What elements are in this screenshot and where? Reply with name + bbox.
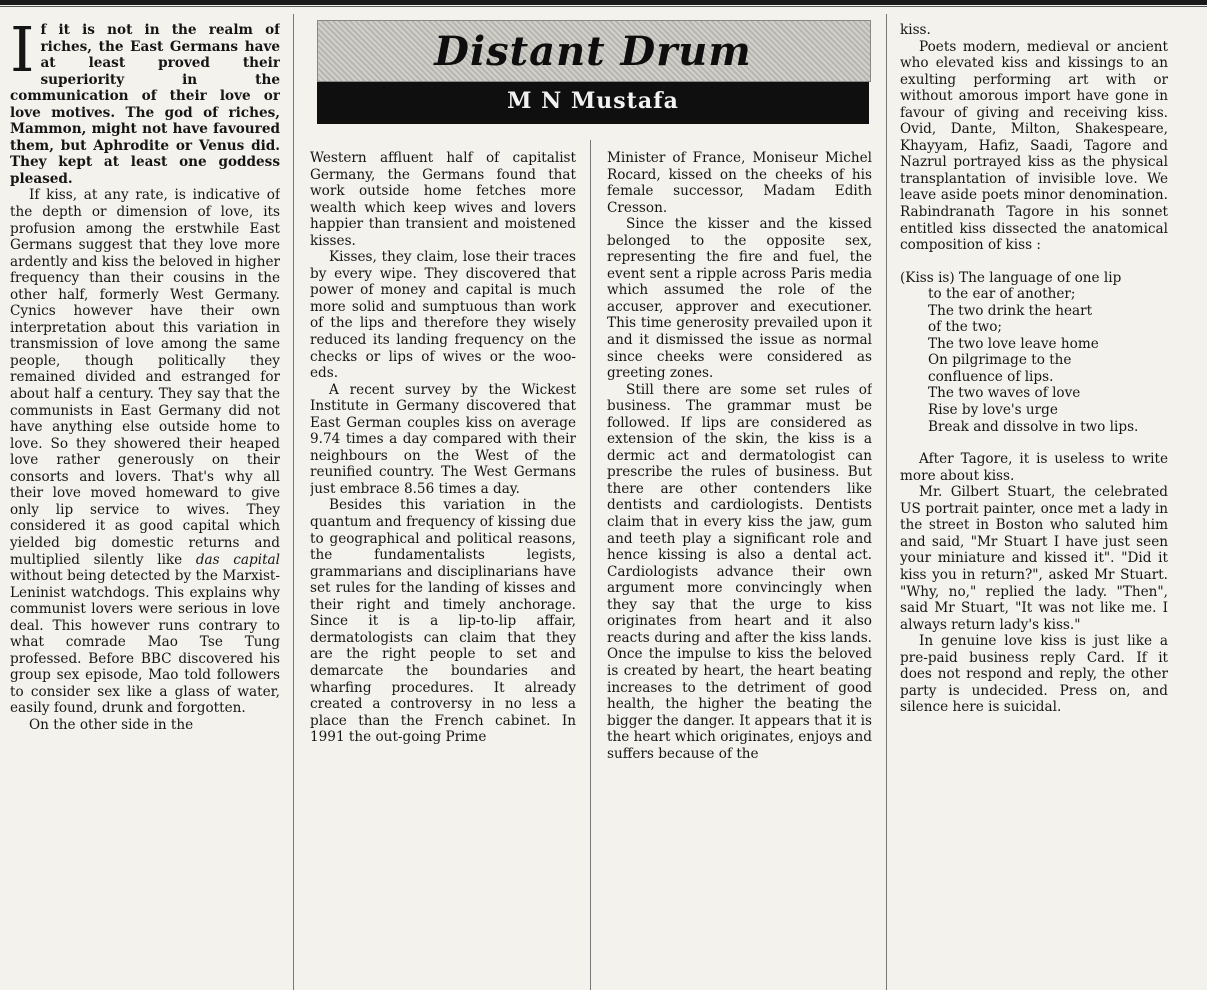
column-title: Distant Drum [434, 28, 752, 75]
paragraph: In genuine love kiss is just like a pre-paid business reply Card. If it does not respond and reply, the other party is undecided. Press on, and silence here is suicidal. [900, 633, 1168, 716]
paragraph: Minister of France, Moniseur Michel Rocard, kissed on the cheeks of his female successor, Madam Edith Cresson. [607, 150, 872, 216]
poem-line: The two drink the heart [928, 302, 1093, 319]
column-divider [590, 140, 591, 990]
paragraph: After Tagore, it is useless to write more about kiss. [900, 451, 1168, 484]
paragraph: Besides this variation in the quantum and frequency of kissing due to geographical and political reasons, the fundamentalists legists, grammarians and disciplinarians have set rules for the landing of kisses and their right and timely anchorage. Since it is a lip-to-lip affair, dermatologists can claim that they are the right people to set and demarcate the boundaries and wharfing procedures. It already created a controversy in no less a place than the French cabinet. In 1991 the out-going Prime [310, 497, 576, 746]
poem-line: Rise by love's urge [928, 402, 1058, 419]
paragraph-text: without being detected by the Marxist-Leninist watchdogs. This explains why communist lovers were serious in love deal. This however runs contrary to what comrade Mao Tse Tung professed. Before BBC discovered his group sex episode, Mao told followers to consider sex like a glass of water, easily found, drunk and forgotten. [10, 568, 280, 717]
poem-line: (Kiss is) The language of one lip [900, 269, 1122, 286]
poem-line: to the ear of another; [928, 286, 1076, 303]
paragraph-text: If kiss, at any rate, is indicative of the depth or dimension of love, its profusion among the erstwhile East Germans suggest that they love more ardently and kiss the beloved in higher frequency than their cousins in the other half, formerly West Germany. Cynics however have their own interpretation about this variation in transmission of love among the same people, though politically they remained divided and estranged for about half a century. They say that the communists in East Germany did not have anything else outside home to love. So they showered their heaped love rather generously on their consorts and lovers. That's why all their love moved homeward to give only lip service to wives. They considered it as good capital which yielded big domestic returns and multiplied silently like [10, 187, 280, 568]
poem-line: The two waves of love [928, 385, 1081, 402]
paragraph: Mr. Gilbert Stuart, the celebrated US portrait painter, once met a lady in the street in Boston who saluted him and said, "Mr Stuart I have just seen your miniature and kissed it". "Did it kiss you in return?", asked Mr Stuart. "Why, no," replied the lady. "Then", said Mr Stuart, "It was not like me. I always return lady's kiss." [900, 484, 1168, 633]
top-rule [0, 0, 1207, 5]
poem-line: The two love leave home [928, 335, 1099, 352]
poem-line: confluence of lips. [928, 368, 1054, 385]
paragraph: On the other side in the [29, 716, 194, 733]
author-name: M N Mustafa [507, 88, 679, 114]
article-column-1 [10, 22, 280, 982]
article-column-3 [607, 150, 872, 982]
poem-line: of the two; [928, 319, 1002, 336]
column-masthead [317, 20, 869, 124]
paragraph: Still there are some set rules of business. The grammar must be followed. If lips are considered as extension of the skin, the kiss is a dermic act and dermatologist can prescribe the rules of business. But there are other contenders like dentists and cardiologists. Dentists claim that in every kiss the jaw, gum and teeth play a significant role and hence kissing is also a dental act. Cardiologists advance their own argument more convincingly when they say that the urge to kiss originates from heart and it also reacts during and after the kiss lands. Once the impulse to kiss the beloved is created by heart, the heart beating increases to the detriment of good health, the higher the beating the bigger the danger. It appears that it is the heart which originates, enjoys and suffers because of the [607, 381, 872, 762]
article-column-2 [310, 150, 576, 982]
paragraph: Kisses, they claim, lose their traces by every wipe. They discovered that power of money and capital is much more solid and sumptuous than work of the lips and therefore they wisely reduced its landing frequency on the checks or lips of wives or the woo-eds. [310, 249, 576, 382]
paragraph: Since the kisser and the kissed belonged to the opposite sex, representing the fire and fuel, the event sent a ripple across Paris media which assumed the role of the accuser, approver and executioner. This time generosity prevailed upon it and it dismissed the issue as normal since cheeks were considered as greeting zones. [607, 216, 872, 382]
top-rule-thin [0, 6, 1207, 7]
paragraph: Poets modern, medieval or ancient who elevated kiss and kissings to an exulting performing art with or without amorous import have gone in favour of giving and receiving kiss. Ovid, Dante, Milton, Shakespeare, Khayyam, Hafiz, Saadi, Tagore and Nazrul portrayed kiss as the physical transplantation of invisible love. We leave aside poets minor denomination. Rabindranath Tagore in his sonnet entitled kiss dissected the anatomical composition of kiss : [900, 38, 1168, 254]
article-column-4 [900, 22, 1168, 982]
paragraph [10, 187, 280, 717]
paragraph: kiss. [900, 22, 931, 38]
drop-cap: I [10, 22, 35, 86]
lead-paragraph [10, 22, 280, 187]
paragraph: Western affluent half of capitalist Germany, the Germans found that work outside home fetches more wealth which keep wives and lovers happier than transient and moistened kisses. [310, 150, 576, 249]
paragraph: A recent survey by the Wickest Institute in Germany discovered that East German couples kiss on average 9.74 times a day compared with their neighbours on the West of the reunified country. The West Germans just embrace 8.56 times a day. [310, 381, 576, 497]
poem-quote [900, 270, 1168, 435]
poem-line: On pilgrimage to the [928, 352, 1072, 369]
column-divider [886, 14, 887, 990]
column-divider [293, 14, 294, 990]
lead-text: f it is not in the realm of riches, the East Germans have at least proved their superiority in the communication of their love or love motives. The god of riches, Mammon, might not have favoured them, but Aphrodite or Venus did. They kept at least one goddess pleased. [10, 22, 280, 187]
poem-line: Break and dissolve in two lips. [928, 418, 1139, 435]
italic-phrase: das capital [195, 551, 280, 568]
